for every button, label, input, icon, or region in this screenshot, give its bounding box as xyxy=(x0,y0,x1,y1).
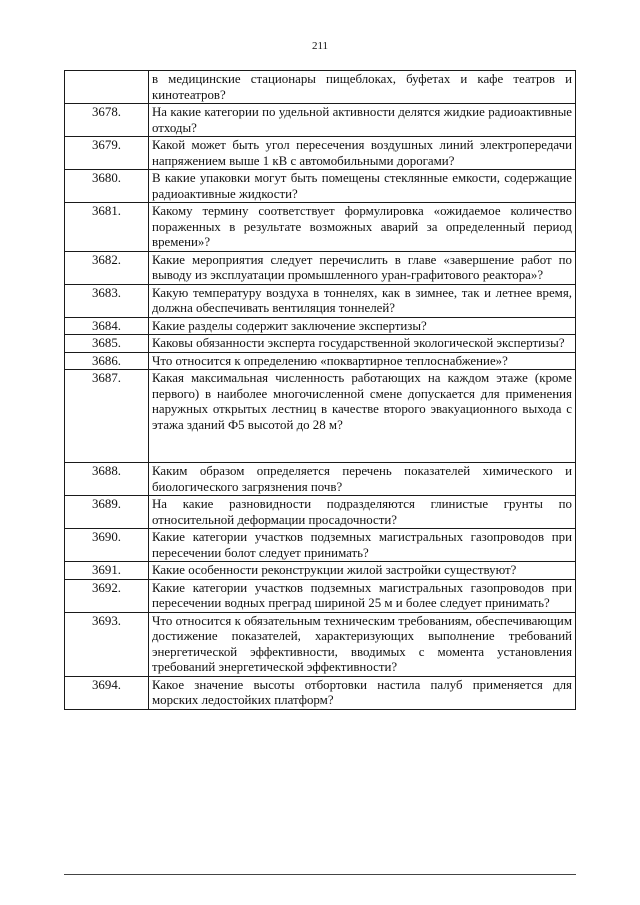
question-text: Каким образом определяется перечень показателей химического и биологического загрязнения почв? xyxy=(149,463,576,496)
table-row xyxy=(65,370,576,463)
question-number: 3680. xyxy=(65,170,149,203)
question-number: 3694. xyxy=(65,676,149,709)
table-row xyxy=(65,562,576,580)
question-text: Что относится к определению «поквартирное теплоснабжение»? xyxy=(149,352,576,370)
question-number: 3687. xyxy=(65,370,149,463)
table-row xyxy=(65,137,576,170)
table-row xyxy=(65,71,576,104)
question-text: Какие категории участков подземных магистральных газопроводов при пересечении водных преград шириной 25 м и более следует принимать? xyxy=(149,579,576,612)
question-text: В какие упаковки могут быть помещены стеклянные емкости, содержащие радиоактивные жидкости? xyxy=(149,170,576,203)
question-text: Какие особенности реконструкции жилой застройки существуют? xyxy=(149,562,576,580)
table-row xyxy=(65,170,576,203)
table-row xyxy=(65,463,576,496)
question-text: Какие разделы содержит заключение экспертизы? xyxy=(149,317,576,335)
question-text: Какому термину соответствует формулировка «ожидаемое количество пораженных в результате возможных аварий за определенный период времени»? xyxy=(149,203,576,252)
page-bottom-rule xyxy=(64,874,576,875)
question-number: 3688. xyxy=(65,463,149,496)
question-number: 3683. xyxy=(65,284,149,317)
table-row xyxy=(65,529,576,562)
table-row xyxy=(65,251,576,284)
question-text: Какой может быть угол пересечения воздушных линий электропередачи напряжением выше 1 кВ с автомобильными дорогами? xyxy=(149,137,576,170)
question-text: Какие мероприятия следует перечислить в главе «завершение работ по выводу из эксплуатации промышленного уран-графитового реактора»? xyxy=(149,251,576,284)
question-text: Какую температуру воздуха в тоннелях, как в зимнее, так и летнее время, должна обеспечивать вентиляция тоннелей? xyxy=(149,284,576,317)
table-row xyxy=(65,352,576,370)
page-number: 211 xyxy=(311,40,329,52)
question-number: 3682. xyxy=(65,251,149,284)
question-number: 3691. xyxy=(65,562,149,580)
question-text: Какие категории участков подземных магистральных газопроводов при пересечении болот следует принимать? xyxy=(149,529,576,562)
question-number: 3679. xyxy=(65,137,149,170)
questions-table xyxy=(64,70,576,710)
table-row xyxy=(65,612,576,676)
question-number: 3690. xyxy=(65,529,149,562)
question-number xyxy=(65,71,149,104)
question-number: 3686. xyxy=(65,352,149,370)
table-row xyxy=(65,496,576,529)
table-row xyxy=(65,284,576,317)
question-text: Каковы обязанности эксперта государственной экологической экспертизы? xyxy=(149,335,576,353)
question-number: 3685. xyxy=(65,335,149,353)
table-row xyxy=(65,676,576,709)
question-text: Что относится к обязательным техническим требованиям, обеспечивающим достижение показателей, характеризующих выполнение требований энергетической эффективности, вводимых с момента установления требований энергетической эффективности? xyxy=(149,612,576,676)
question-number: 3689. xyxy=(65,496,149,529)
question-number: 3692. xyxy=(65,579,149,612)
question-number: 3678. xyxy=(65,104,149,137)
table-row xyxy=(65,335,576,353)
table-row xyxy=(65,203,576,252)
question-text: Какая максимальная численность работающих на каждом этаже (кроме первого) в наиболее многочисленной смене допускается для применения наружных открытых лестниц в качестве второго эвакуационного выхода с этажа зданий Ф5 высотой до 28 м? xyxy=(149,370,576,463)
question-text: Какое значение высоты отбортовки настила палуб применяется для морских ледостойких платформ? xyxy=(149,676,576,709)
question-text: в медицинские стационары пищеблоках, буфетах и кафе театров и кинотеатров? xyxy=(149,71,576,104)
table-row xyxy=(65,317,576,335)
table-row xyxy=(65,104,576,137)
question-text: На какие категории по удельной активности делятся жидкие радиоактивные отходы? xyxy=(149,104,576,137)
table-row xyxy=(65,579,576,612)
question-number: 3681. xyxy=(65,203,149,252)
question-text: На какие разновидности подразделяются глинистые грунты по относительной деформации просадочности? xyxy=(149,496,576,529)
question-number: 3684. xyxy=(65,317,149,335)
question-number: 3693. xyxy=(65,612,149,676)
